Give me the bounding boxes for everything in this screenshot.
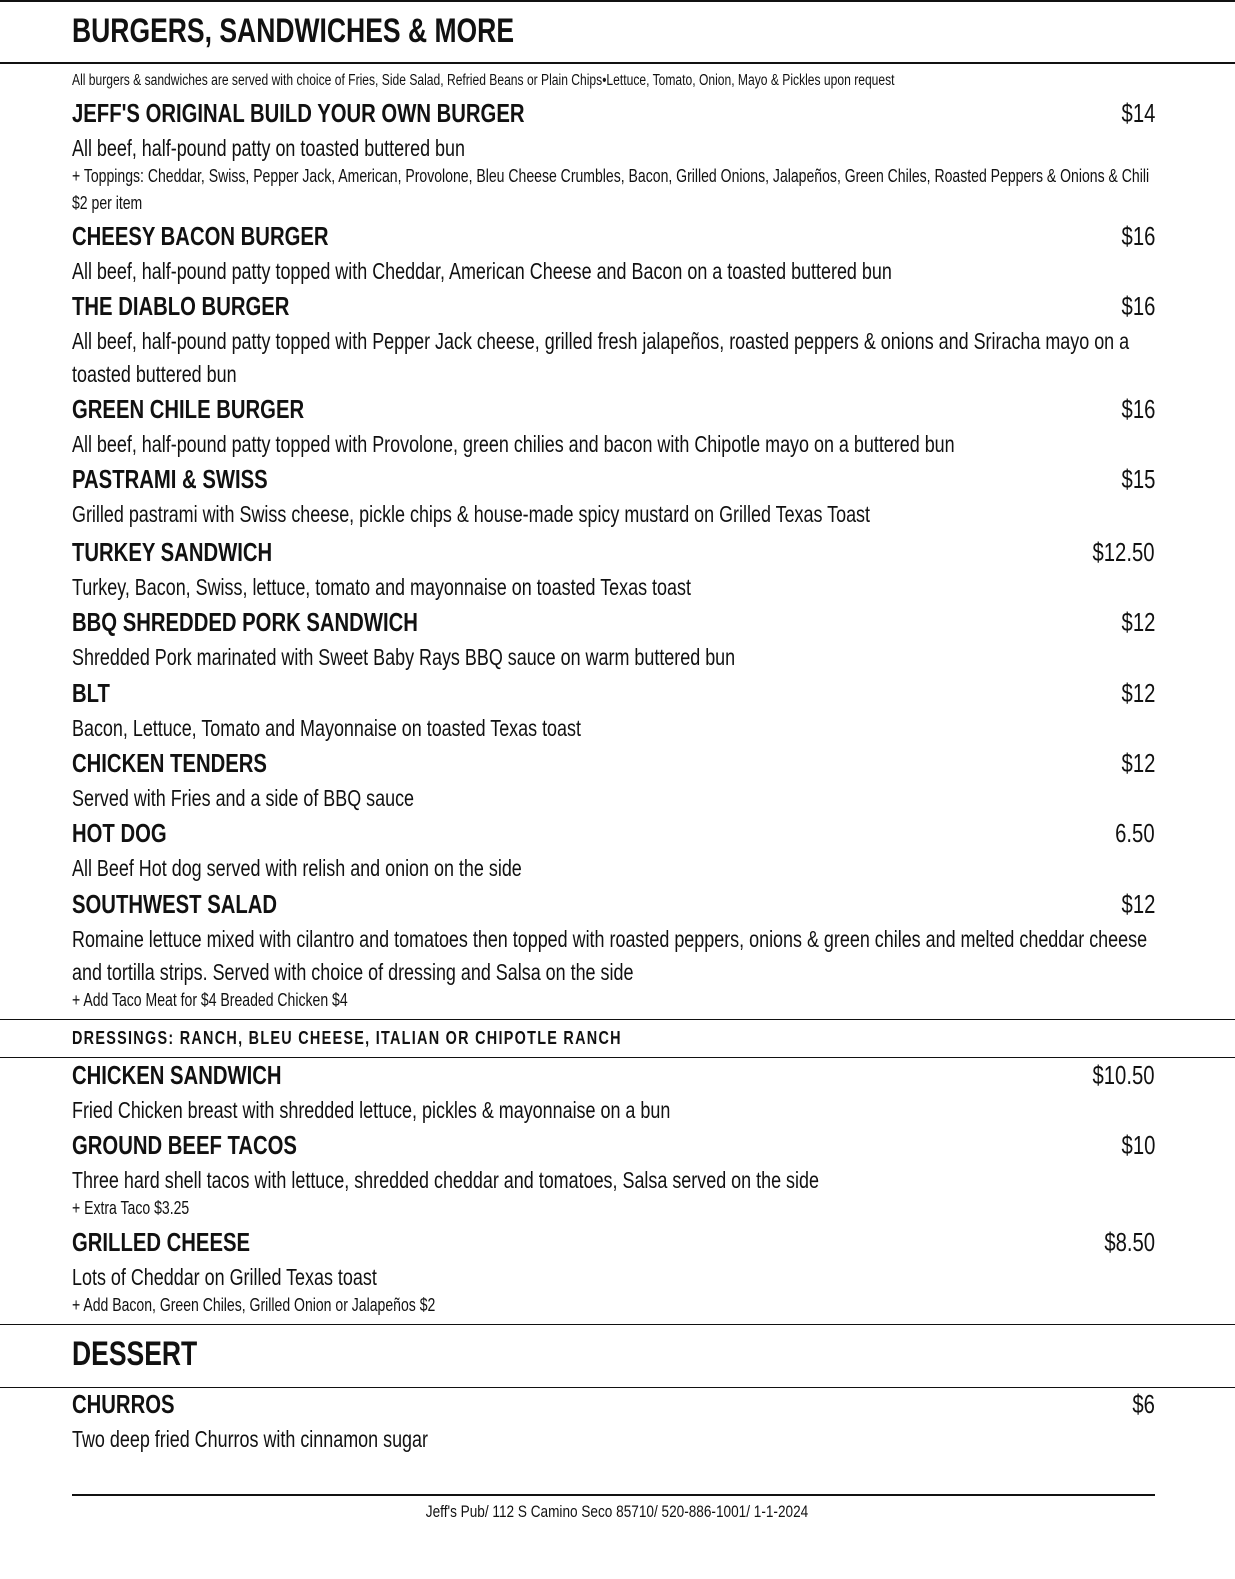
menu-item-blt	[72, 678, 1155, 745]
item-extra: + Add Taco Meat for $4 Breaded Chicken $4	[72, 990, 348, 1010]
item-name: BBQ SHREDDED PORK SANDWICH	[72, 607, 418, 637]
item-description: Two deep fried Churros with cinnamon sugar	[72, 1426, 428, 1452]
item-price: $12	[1121, 889, 1155, 919]
item-price: $8.50	[1104, 1227, 1155, 1257]
menu-item-hot-dog	[72, 818, 1155, 885]
item-price: $15	[1121, 464, 1155, 494]
item-description: Romaine lettuce mixed with cilantro and tomatoes then topped with roasted peppers, onions & green chiles and melted cheddar cheese and tortilla strips. Served with choice of dressing and Salsa on the side	[72, 926, 1148, 985]
item-price: $16	[1121, 394, 1155, 424]
item-price: $14	[1121, 98, 1155, 128]
item-name: GRILLED CHEESE	[72, 1227, 251, 1257]
item-extra: + Add Bacon, Green Chiles, Grilled Onion or Jalapeños $2	[72, 1295, 436, 1315]
menu-item-diablo-burger	[72, 291, 1155, 391]
menu-item-grilled-cheese	[72, 1227, 1155, 1319]
footer-divider	[72, 1494, 1155, 1496]
item-price: $16	[1121, 221, 1155, 251]
item-description: Grilled pastrami with Swiss cheese, pickle chips & house-made spicy mustard on Grilled Texas Toast	[72, 501, 871, 527]
menu-item-build-your-own-burger	[72, 98, 1155, 217]
item-extra: + Extra Taco $3.25	[72, 1198, 190, 1218]
item-price: $6	[1132, 1389, 1155, 1419]
menu-item-ground-beef-tacos	[72, 1130, 1155, 1222]
menu-item-cheesy-bacon-burger	[72, 221, 1155, 288]
item-name: GROUND BEEF TACOS	[72, 1130, 297, 1160]
item-description: All Beef Hot dog served with relish and onion on the side	[72, 855, 522, 881]
item-description: All beef, half-pound patty topped with Pepper Jack cheese, grilled fresh jalapeños, roasted peppers & onions and Sriracha mayo on a toasted buttered bun	[72, 328, 1130, 387]
main-title-band	[0, 0, 1235, 64]
item-description: Bacon, Lettuce, Tomato and Mayonnaise on toasted Texas toast	[72, 715, 581, 741]
item-description: Shredded Pork marinated with Sweet Baby Rays BBQ sauce on warm buttered bun	[72, 644, 736, 670]
item-name: TURKEY SANDWICH	[72, 537, 273, 567]
item-description: Three hard shell tacos with lettuce, shredded cheddar and tomatoes, Salsa served on the side	[72, 1167, 819, 1193]
item-description: Turkey, Bacon, Swiss, lettuce, tomato and mayonnaise on toasted Texas toast	[72, 574, 691, 600]
item-price: $12	[1121, 678, 1155, 708]
menu-item-chicken-sandwich	[72, 1060, 1155, 1127]
item-name: JEFF'S ORIGINAL BUILD YOUR OWN BURGER	[72, 98, 525, 128]
item-extra: + Toppings: Cheddar, Swiss, Pepper Jack, American, Provolone, Bleu Cheese Crumbles, Bacon, Grilled Onions, Jalapeños, Green Chiles, Roasted Peppers & Onions & Chili $2 per item	[72, 166, 1150, 213]
item-description: All beef, half-pound patty on toasted buttered bun	[72, 135, 465, 161]
dressings-band	[0, 1019, 1235, 1058]
item-price: $12	[1121, 607, 1155, 637]
item-description: Fried Chicken breast with shredded lettuce, pickles & mayonnaise on a bun	[72, 1097, 671, 1123]
dressings-note: DRESSINGS: RANCH, BLEU CHEESE, ITALIAN OR CHIPOTLE RANCH	[72, 1028, 622, 1048]
item-description: Served with Fries and a side of BBQ sauce	[72, 785, 415, 811]
item-price: $12.50	[1092, 537, 1155, 567]
section-title: BURGERS, SANDWICHES & MORE	[72, 12, 515, 50]
menu-item-green-chile-burger	[72, 394, 1155, 461]
item-name: BLT	[72, 678, 110, 708]
item-price: 6.50	[1115, 818, 1155, 848]
item-name: HOT DOG	[72, 818, 167, 848]
served-with-note: All burgers & sandwiches are served with choice of Fries, Side Salad, Refried Beans or Plain Chips•Lettuce, Tomato, Onion, Mayo & Pickles upon request	[72, 72, 895, 89]
item-description: All beef, half-pound patty topped with Provolone, green chilies and bacon with Chipotle mayo on a buttered bun	[72, 431, 955, 457]
menu-item-chicken-tenders	[72, 748, 1155, 815]
footer-text: Jeff's Pub/ 112 S Camino Seco 85710/ 520-886-1001/ 1-1-2024	[426, 1502, 809, 1521]
footer	[0, 1502, 1235, 1522]
menu-item-southwest-salad	[72, 889, 1155, 1014]
item-price: $16	[1121, 291, 1155, 321]
item-name: GREEN CHILE BURGER	[72, 394, 305, 424]
menu-item-pastrami-swiss	[72, 464, 1155, 531]
item-name: SOUTHWEST SALAD	[72, 889, 278, 919]
dessert-band	[0, 1324, 1235, 1388]
item-name: THE DIABLO BURGER	[72, 291, 290, 321]
item-price: $10.50	[1092, 1060, 1155, 1090]
menu-item-churros	[72, 1389, 1155, 1456]
item-description: All beef, half-pound patty topped with Cheddar, American Cheese and Bacon on a toasted buttered bun	[72, 258, 892, 284]
item-name: CHURROS	[72, 1389, 175, 1419]
item-name: CHICKEN SANDWICH	[72, 1060, 282, 1090]
dessert-title: DESSERT	[72, 1335, 198, 1373]
menu-item-bbq-pork-sandwich	[72, 607, 1155, 674]
item-name: PASTRAMI & SWISS	[72, 464, 268, 494]
item-name: CHEESY BACON BURGER	[72, 221, 329, 251]
item-name: CHICKEN TENDERS	[72, 748, 267, 778]
item-description: Lots of Cheddar on Grilled Texas toast	[72, 1264, 377, 1290]
item-price: $12	[1121, 748, 1155, 778]
item-price: $10	[1121, 1130, 1155, 1160]
menu-item-turkey-sandwich	[72, 537, 1155, 604]
